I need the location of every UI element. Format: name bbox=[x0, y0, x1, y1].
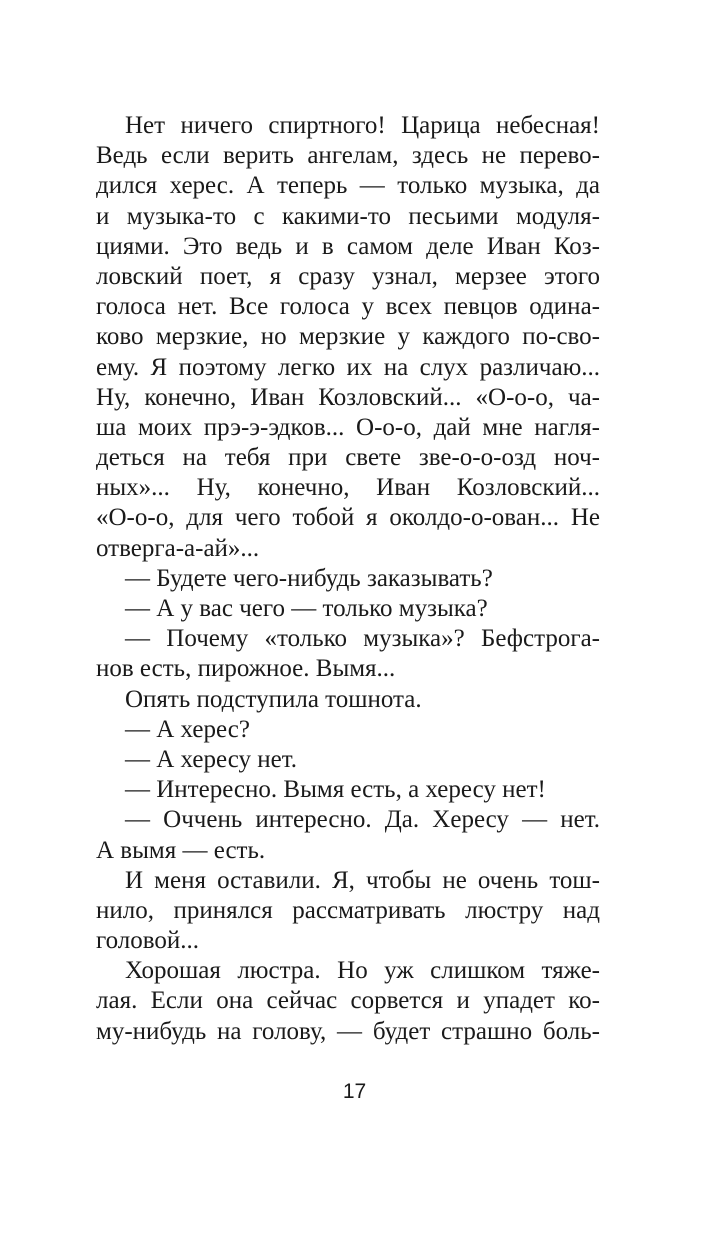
text-line: Опять подступила тошнота. bbox=[125, 685, 422, 713]
text-line: нило, принялся рассматривать люстру над bbox=[96, 896, 600, 924]
text-line: нов есть, пирожное. Вымя... bbox=[96, 655, 396, 683]
text-line: ша моих прэ-э-эдков... О-о-о, дай мне нагля- bbox=[96, 413, 600, 441]
dialogue-line: — А херес? bbox=[125, 715, 250, 743]
text-line: Ну, конечно, Иван Козловский... «О-о-о, ча- bbox=[96, 383, 600, 411]
text-line: дился херес. А теперь — только музыка, да bbox=[96, 172, 600, 200]
text-line: отверга-а-ай»... bbox=[96, 534, 260, 562]
body-text bbox=[96, 111, 600, 1047]
text-line: ково мерзкие, но мерзкие у каждого по-сво- bbox=[96, 323, 600, 351]
dialogue-line: — Интересно. Вымя есть, а хересу нет! bbox=[125, 776, 546, 804]
text-line: циями. Это ведь и в самом деле Иван Коз- bbox=[96, 232, 600, 260]
text-line: лая. Если она сейчас сорвется и упадет ко- bbox=[96, 987, 600, 1015]
text-line: головой... bbox=[96, 927, 200, 955]
text-line: деться на тебя при свете зве-о-о-озд ноч- bbox=[96, 444, 600, 472]
text-line: Ведь если верить ангелам, здесь не перево- bbox=[96, 142, 600, 170]
dialogue-line: — А хересу нет. bbox=[125, 745, 298, 773]
dialogue-line: — Будете чего-нибудь заказывать? bbox=[125, 564, 493, 592]
text-line: му-нибудь на голову, — будет страшно боль- bbox=[96, 1017, 600, 1045]
text-line: И меня оставили. Я, чтобы не очень тош- bbox=[125, 866, 600, 894]
text-line: А вымя — есть. bbox=[96, 836, 266, 864]
text-line: голоса нет. Все голоса у всех певцов одина- bbox=[96, 293, 600, 321]
page-number: 17 bbox=[342, 1080, 367, 1103]
text-line: Нет ничего спиртного! Царица небесная! bbox=[125, 112, 600, 139]
text-line: и музыка-то с какими-то песьими модуля- bbox=[96, 202, 600, 230]
dialogue-line: — Почему «только музыка»? Бефстрога- bbox=[125, 625, 600, 653]
dialogue-line: — А у вас чего — только музыка? bbox=[125, 595, 488, 622]
text-line: Хорошая люстра. Но уж слишком тяже- bbox=[125, 957, 600, 985]
text-line: «О-о-о, для чего тобой я околдо-о-ован... Не bbox=[96, 504, 600, 532]
text-line: ловский поет, я сразу узнал, мерзее этого bbox=[96, 262, 600, 290]
dialogue-line: — Оччень интересно. Да. Хересу — нет. bbox=[125, 806, 600, 834]
text-line: ных»... Ну, конечно, Иван Козловский... bbox=[96, 474, 600, 502]
text-line: ему. Я поэтому легко их на слух различаю... bbox=[96, 353, 600, 381]
